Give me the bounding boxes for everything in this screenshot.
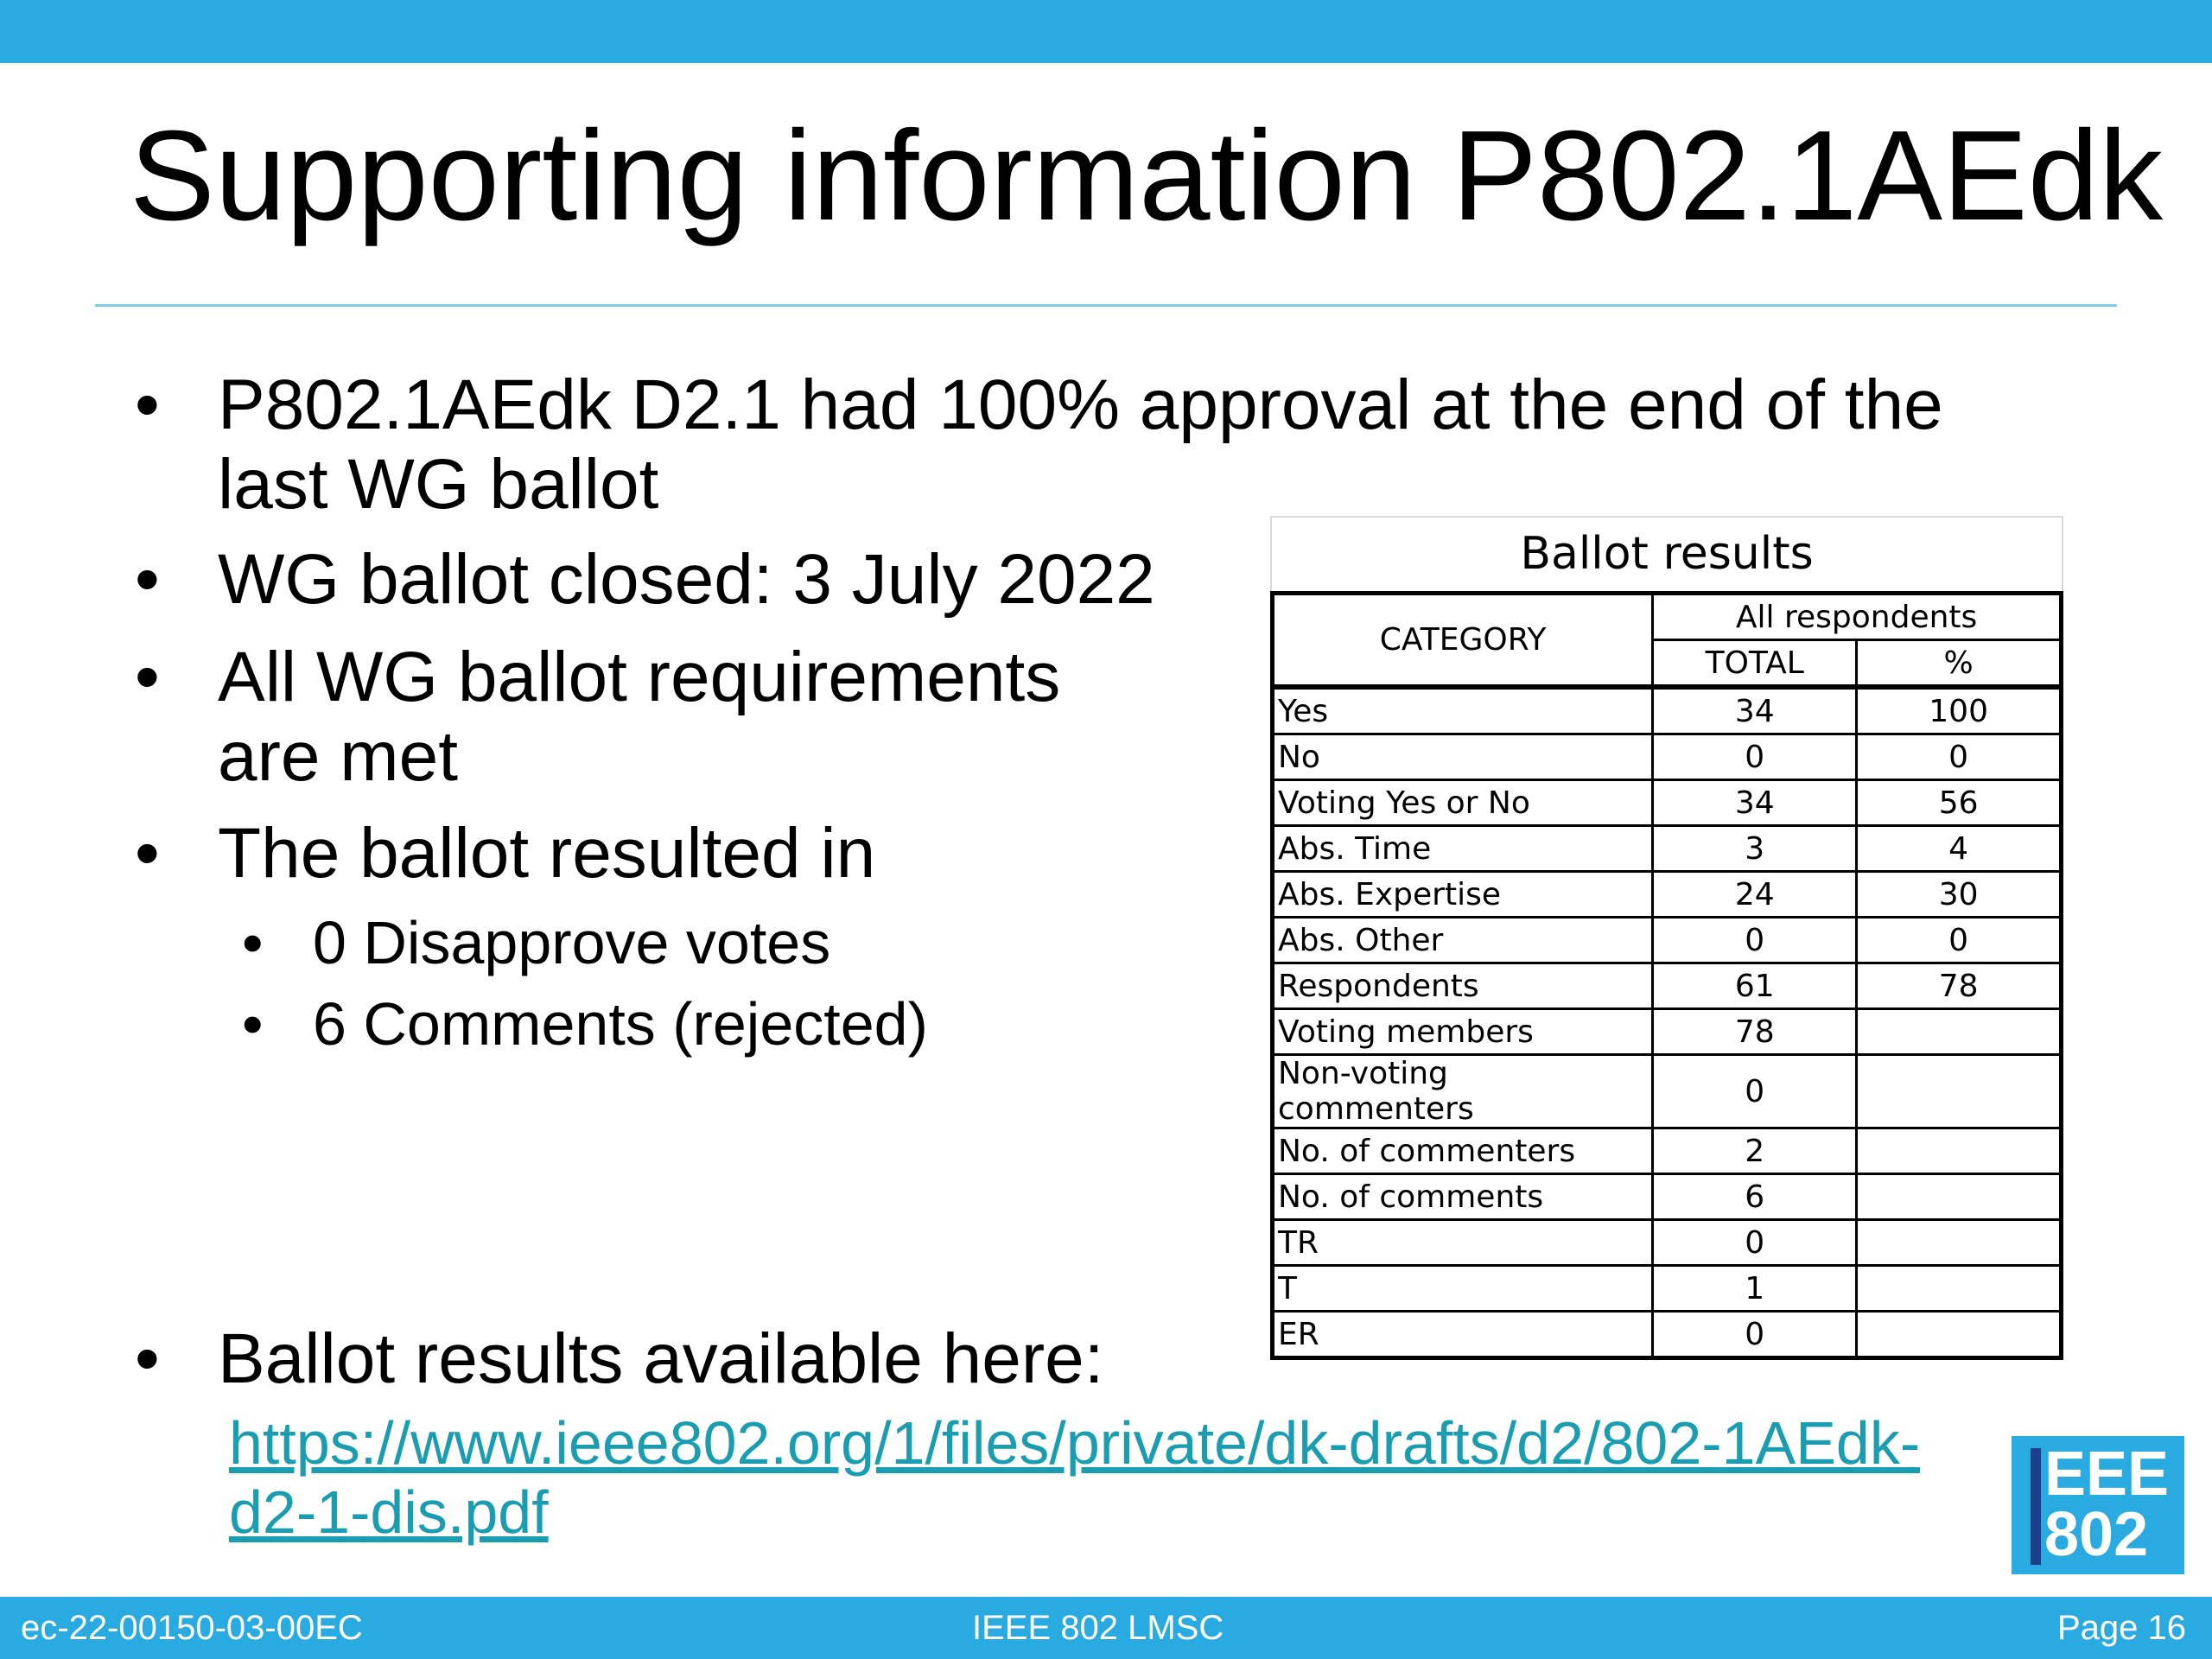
row-category: Respondents: [1273, 963, 1653, 1009]
row-category: T: [1273, 1266, 1653, 1312]
footer-bar: [0, 1597, 2212, 1659]
row-total: 0: [1653, 1312, 1857, 1358]
row-percent: 56: [1857, 780, 2062, 826]
ballot-results-table: [1270, 516, 2063, 1360]
ballot-results-link[interactable]: https://www.ieee802.org/1/files/private/dk-drafts/d2/802-1AEdk-d2-1-dis.pdf: [229, 1409, 1921, 1546]
table-row: [1273, 1009, 2062, 1055]
bullet-dot: •: [135, 814, 160, 893]
ieee-802-logo: [2012, 1436, 2184, 1574]
row-total: 78: [1653, 1009, 1857, 1055]
footer-org: IEEE 802 LMSC: [972, 1609, 1224, 1647]
table-row: [1273, 1220, 2062, 1266]
row-category: No. of commenters: [1273, 1128, 1653, 1174]
row-total: 34: [1653, 780, 1857, 826]
row-percent: 4: [1857, 826, 2062, 872]
header-category: CATEGORY: [1273, 594, 1653, 688]
bullet-ballot-closed: [135, 540, 1255, 620]
row-category: Abs. Other: [1273, 918, 1653, 963]
table-row: [1273, 1055, 2062, 1128]
row-percent: [1857, 1055, 2062, 1128]
table-row: [1273, 872, 2062, 918]
row-category: No: [1273, 734, 1653, 780]
row-percent: [1857, 1266, 2062, 1312]
sub-bullet-dot: •: [242, 909, 264, 976]
row-total: 0: [1653, 734, 1857, 780]
row-total: 0: [1653, 1055, 1857, 1128]
table-row: [1273, 1312, 2062, 1358]
row-percent: 0: [1857, 918, 2062, 963]
sub-bullet-text: 0 Disapprove votes: [313, 909, 831, 976]
row-percent: 0: [1857, 734, 2062, 780]
header-percent: %: [1857, 640, 2062, 688]
row-percent: 100: [1857, 687, 2062, 734]
bullet-text: P802.1AEdk D2.1 had 100% approval at the end of the last WG ballot: [218, 365, 1943, 524]
row-category: Abs. Expertise: [1273, 872, 1653, 918]
bullet-dot: •: [135, 1319, 160, 1398]
ballot-table: [1270, 591, 2063, 1360]
logo-line-2: 802: [2044, 1500, 2149, 1569]
bullet-text: WG ballot closed: 3 July 2022: [218, 540, 1155, 619]
bullet-requirements: [135, 638, 1151, 797]
row-percent: 78: [1857, 963, 2062, 1009]
table-row: [1273, 963, 2062, 1009]
table-row: [1273, 1266, 2062, 1312]
row-category: Abs. Time: [1273, 826, 1653, 872]
row-total: 6: [1653, 1174, 1857, 1220]
row-total: 24: [1653, 872, 1857, 918]
table-row: [1273, 1174, 2062, 1220]
row-category: Voting Yes or No: [1273, 780, 1653, 826]
bullet-results-link-label: [135, 1319, 1255, 1399]
table-row: [1273, 687, 2062, 734]
sub-bullet-text: 6 Comments (rejected): [313, 990, 928, 1058]
row-category: ER: [1273, 1312, 1653, 1358]
row-total: 2: [1653, 1128, 1857, 1174]
table-row: [1273, 780, 2062, 826]
slide-title: Supporting information P802.1AEdk: [130, 105, 2164, 247]
row-category: Yes: [1273, 687, 1653, 734]
top-accent-bar: [0, 0, 2212, 63]
header-all-respondents: All respondents: [1653, 594, 2062, 640]
row-category: Voting members: [1273, 1009, 1653, 1055]
footer-doc-id: ec-22-00150-03-00EC: [21, 1609, 363, 1647]
table-row: [1273, 734, 2062, 780]
row-percent: [1857, 1174, 2062, 1220]
table-row: [1273, 918, 2062, 963]
row-total: 1: [1653, 1266, 1857, 1312]
row-category: No. of comments: [1273, 1174, 1653, 1220]
bullet-dot: •: [135, 365, 160, 444]
bullet-text: The ballot resulted in: [218, 814, 876, 893]
row-percent: [1857, 1312, 2062, 1358]
table-title: Ballot results: [1270, 516, 2063, 591]
sub-bullet-dot: •: [242, 990, 264, 1058]
sub-bullet-comments: [242, 989, 1177, 1058]
footer-page: Page 16: [2056, 1609, 2186, 1647]
row-category: Non-voting commenters: [1273, 1055, 1653, 1128]
bullet-dot: •: [135, 540, 160, 619]
bullet-text: Ballot results available here:: [218, 1319, 1104, 1398]
bullet-approval: [135, 365, 1946, 524]
title-divider: [95, 304, 2117, 307]
header-total: TOTAL: [1653, 640, 1857, 688]
row-percent: [1857, 1009, 2062, 1055]
row-total: 3: [1653, 826, 1857, 872]
bullet-ballot-resulted: [135, 814, 1255, 893]
row-total: 34: [1653, 687, 1857, 734]
row-total: 0: [1653, 918, 1857, 963]
row-total: 0: [1653, 1220, 1857, 1266]
bullet-text: All WG ballot requirements are met: [218, 638, 1061, 796]
table-row: [1273, 826, 2062, 872]
logo-line-1: EEE: [2044, 1440, 2170, 1509]
table-body: [1273, 687, 2062, 1358]
row-total: 61: [1653, 963, 1857, 1009]
sub-bullet-disapprove: [242, 908, 1177, 977]
row-percent: [1857, 1128, 2062, 1174]
logo-bar: [2031, 1448, 2041, 1565]
row-percent: 30: [1857, 872, 2062, 918]
table-row: [1273, 1128, 2062, 1174]
row-category: TR: [1273, 1220, 1653, 1266]
row-percent: [1857, 1220, 2062, 1266]
bullet-dot: •: [135, 638, 160, 716]
